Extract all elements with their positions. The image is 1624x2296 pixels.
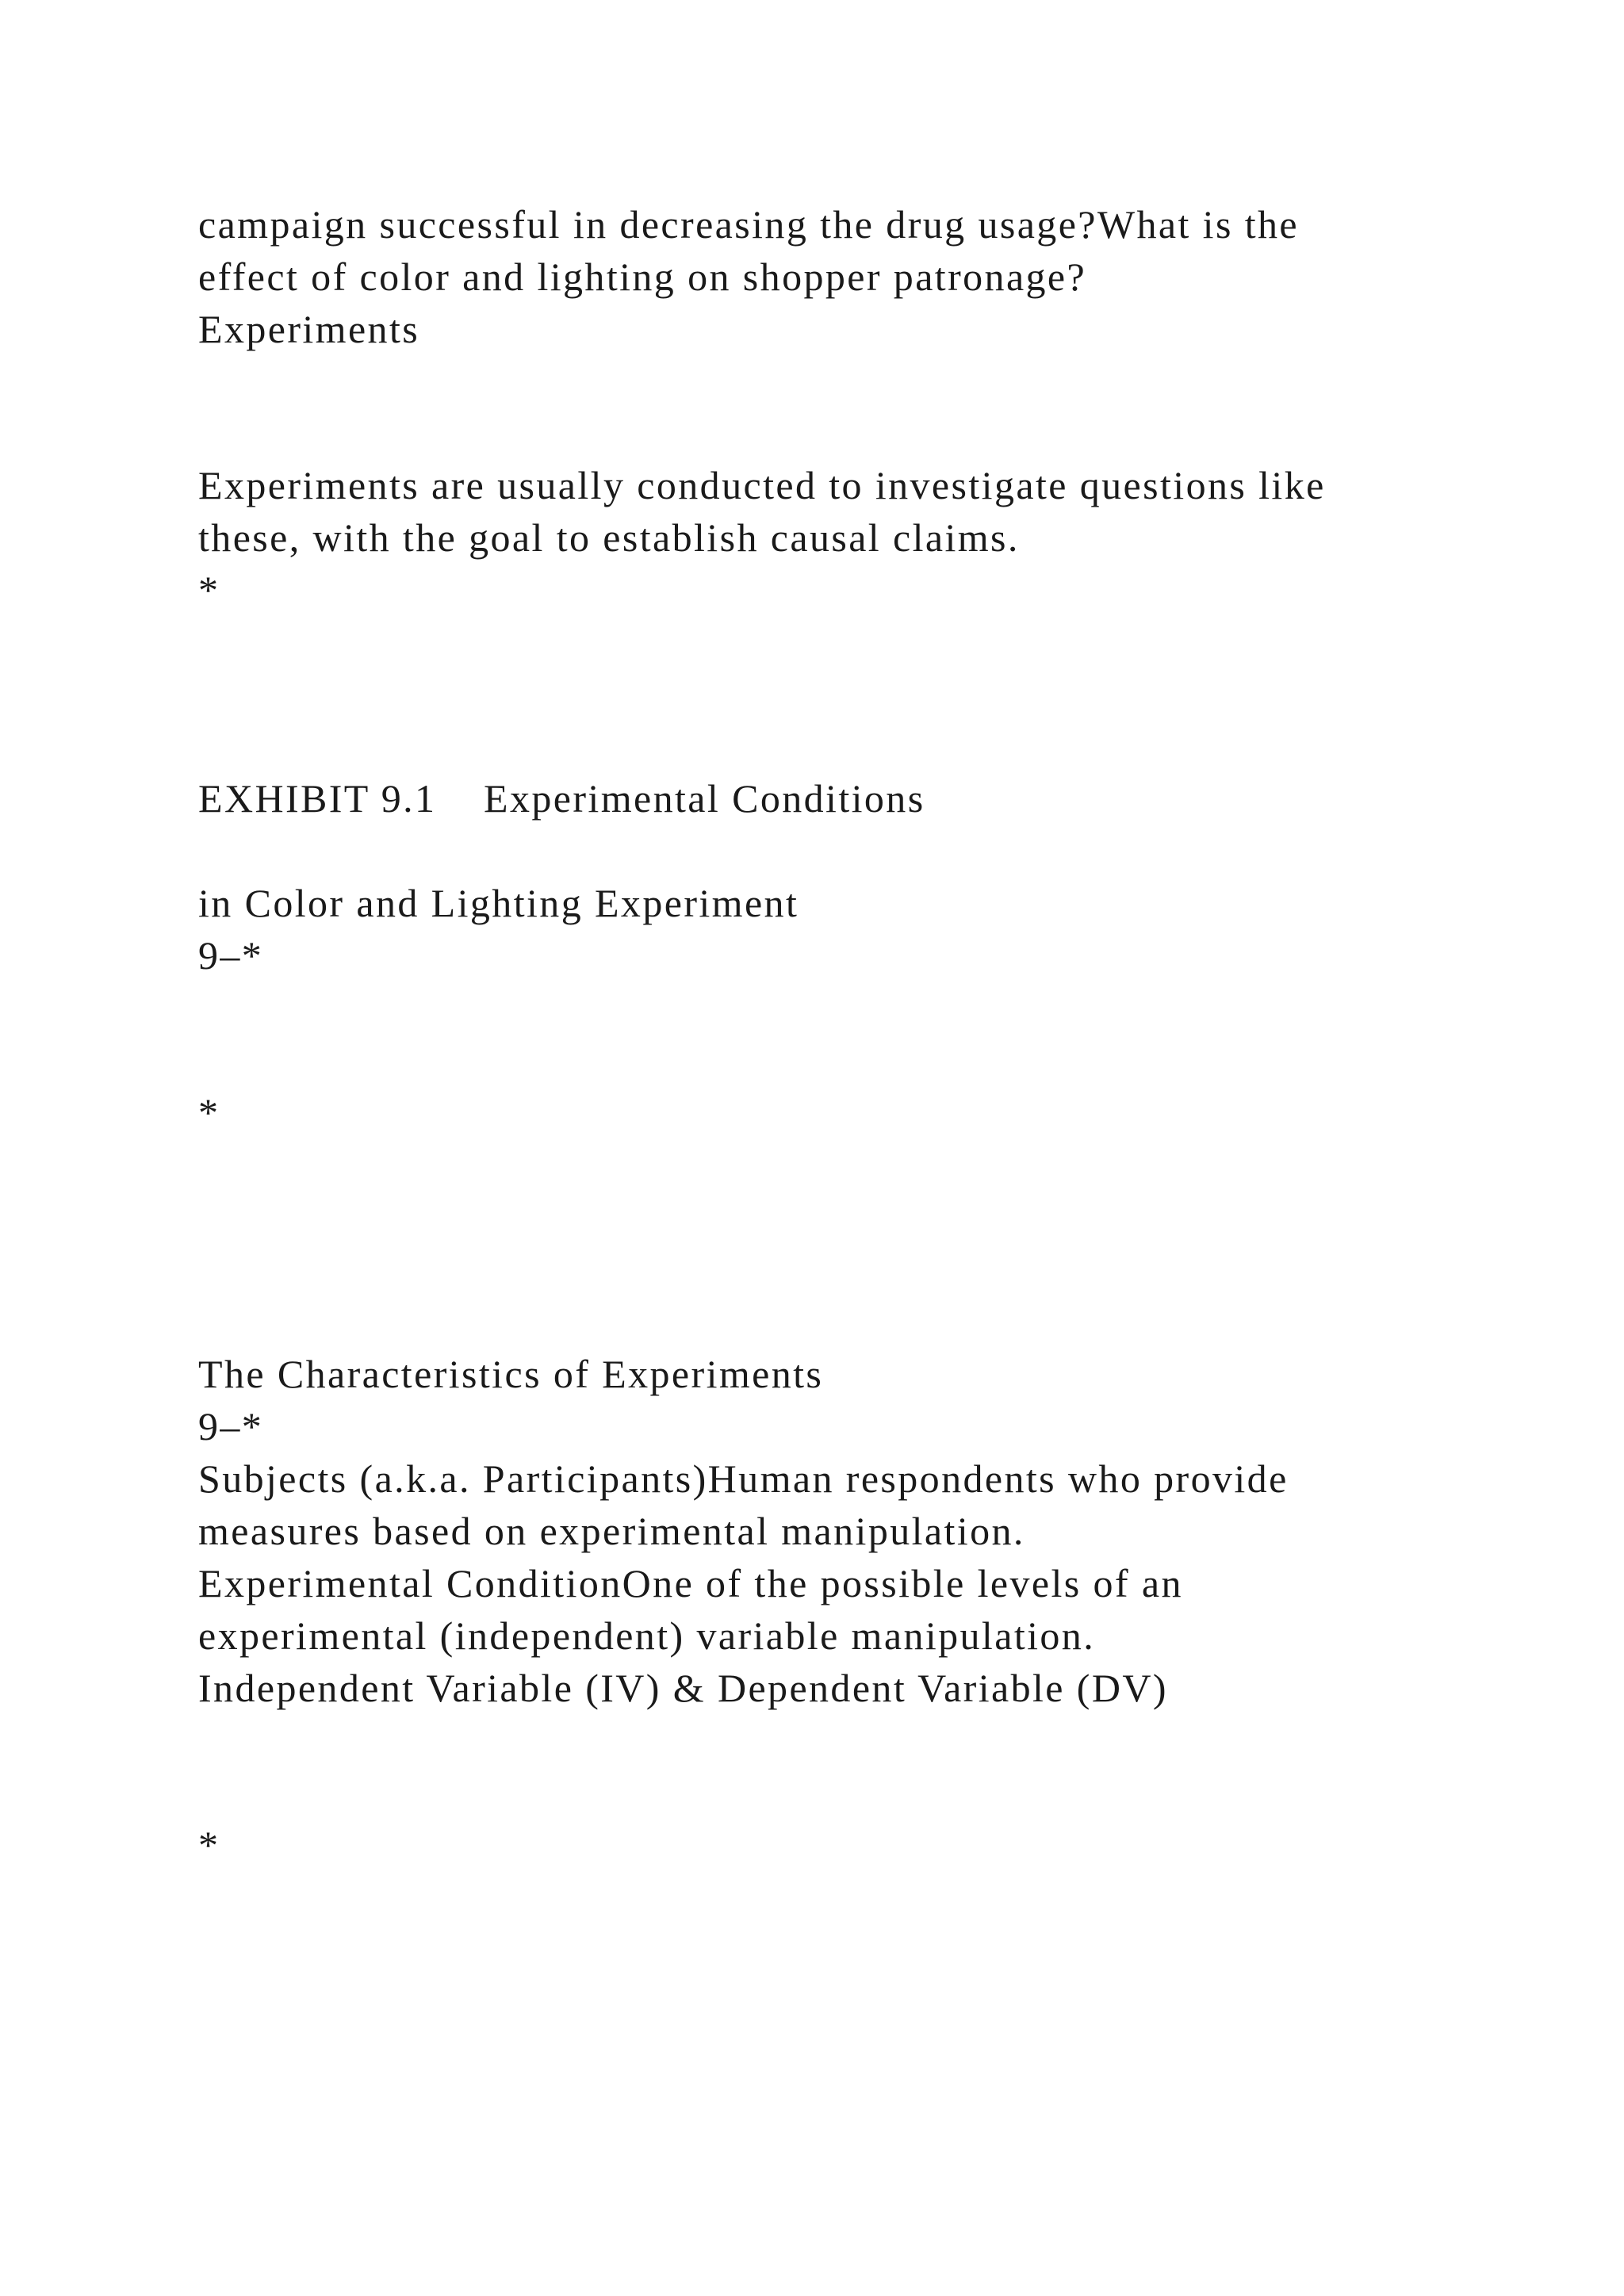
text-line: Subjects (a.k.a. Participants)Human respondents who provide — [198, 1456, 1289, 1501]
asterisk-marker: * — [198, 1823, 220, 1867]
text-line: Experiments — [198, 307, 420, 351]
text-line: Independent Variable (IV) & Dependent Variable (DV) — [198, 1666, 1168, 1710]
text-line: these, with the goal to establish causal claims. — [198, 515, 1020, 560]
slide-number: 9–* — [198, 933, 264, 978]
slide-number: 9–* — [198, 1404, 264, 1448]
text-line: experimental (independent) variable manipulation. — [198, 1613, 1096, 1658]
exhibit-title: EXHIBIT 9.1 Experimental Conditions — [198, 776, 925, 821]
section-heading: The Characteristics of Experiments — [198, 1352, 824, 1396]
asterisk-marker: * — [198, 568, 220, 612]
text-line: measures based on experimental manipulation. — [198, 1509, 1025, 1553]
exhibit-subtitle: in Color and Lighting Experiment — [198, 881, 799, 925]
text-line: Experiments are usually conducted to investigate questions like — [198, 463, 1326, 507]
text-line: effect of color and lighting on shopper patronage? — [198, 254, 1087, 299]
asterisk-marker: * — [198, 1090, 220, 1135]
text-line: Experimental ConditionOne of the possible levels of an — [198, 1561, 1183, 1605]
text-line: campaign successful in decreasing the drug usage?What is the — [198, 202, 1299, 247]
